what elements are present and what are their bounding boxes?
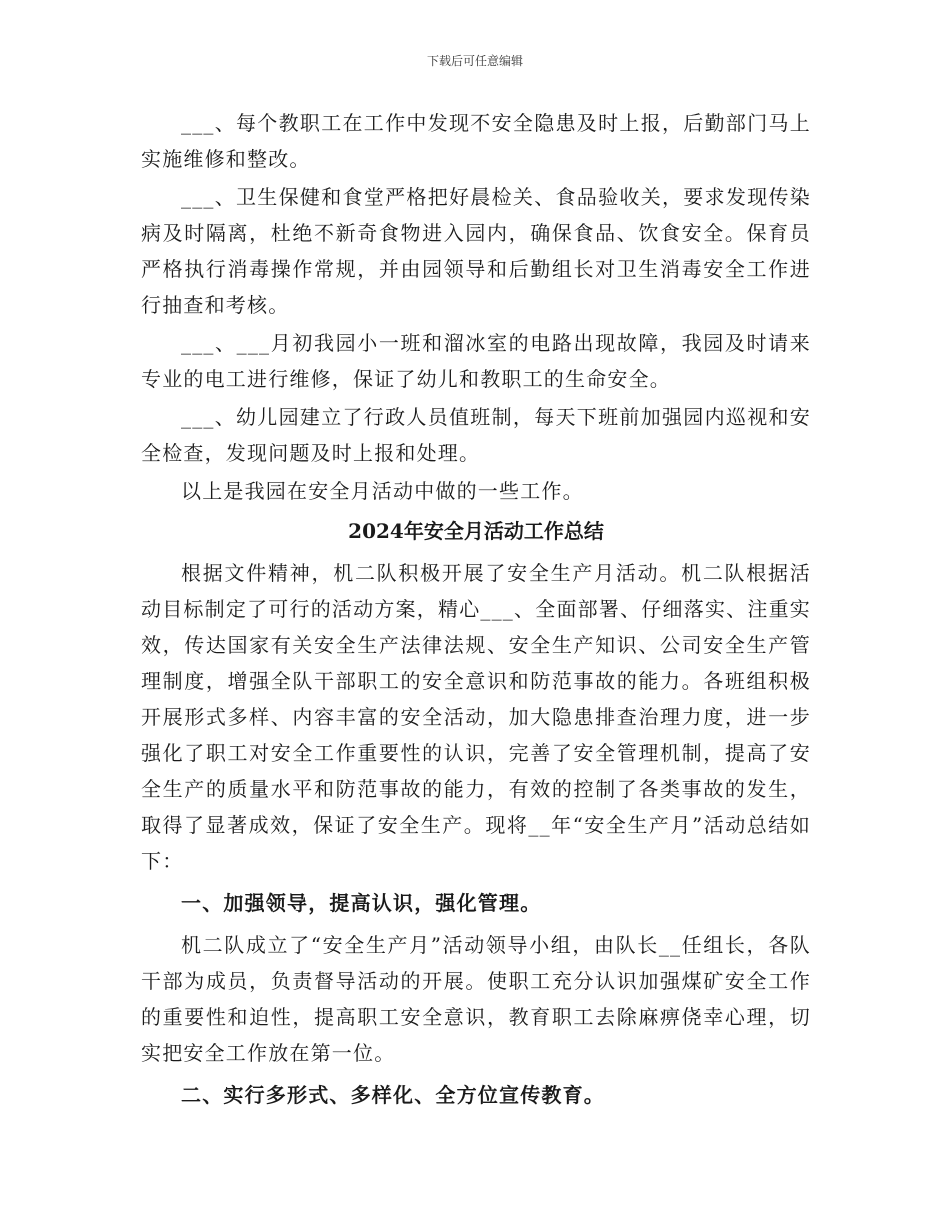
document-body xyxy=(141,105,811,1119)
paragraph-closing: 以上是我园在安全月活动中做的一些工作。 xyxy=(181,479,584,503)
paragraph-item-1: ___、每个教职工在工作中发现不安全隐患及时上报，后勤部门马上实施维修和整改。 xyxy=(141,111,811,171)
page-header: 下载后可任意编辑 xyxy=(426,54,523,68)
paragraph-item-3: ___、___月初我园小一班和溜冰室的电路出现故障，我园及时请来专业的电工进行维修，保证了幼儿和教职工的生命安全。 xyxy=(141,331,811,391)
paragraph-item-2: ___、卫生保健和食堂严格把好晨检关、食品验收关，要求发现传染病及时隔离，杜绝不新奇食物进入园内，确保食品、饮食安全。保育员严格执行消毒操作常规，并由园领导和后勤组长对卫生消毒安全工作进行抽查和考核。 xyxy=(141,185,811,317)
section-2-heading: 二、实行多形式、多样化、全方位宣传教育。 xyxy=(181,1083,605,1107)
section-1-body: 机二队成立了“安全生产月”活动领导小组，由队长__任组长，各队干部为成员，负责督导活动的开展。使职工充分认识加强煤矿安全工作的重要性和迫性，提高职工安全意识，教育职工去除麻痹侥幸心理，切实把安全工作放在第一位。 xyxy=(141,933,811,1065)
document-title: 2024年安全月活动工作总结 xyxy=(348,519,604,543)
intro-paragraph: 根据文件精神，机二队积极开展了安全生产月活动。机二队根据活动目标制定了可行的活动方案，精心___、全面部署、仔细落实、注重实效，传达国家有关安全生产法律法规、安全生产知识、公司安全生产管理制度，增强全队干部职工的安全意识和防范事故的能力。各班组积极开展形式多样、内容丰富的安全活动，加大隐患排查治理力度，进一步强化了职工对安全工作重要性的认识，完善了安全管理机制，提高了安全生产的质量水平和防范事故的能力，有效的控制了各类事故的发生，取得了显著成效，保证了安全生产。现将__年“安全生产月”活动总结如下： xyxy=(141,561,811,873)
section-1-heading: 一、加强领导，提高认识，强化管理。 xyxy=(181,891,542,915)
paragraph-item-4: ___、幼儿园建立了行政人员值班制，每天下班前加强园内巡视和安全检查，发现问题及时上报和处理。 xyxy=(141,405,811,465)
